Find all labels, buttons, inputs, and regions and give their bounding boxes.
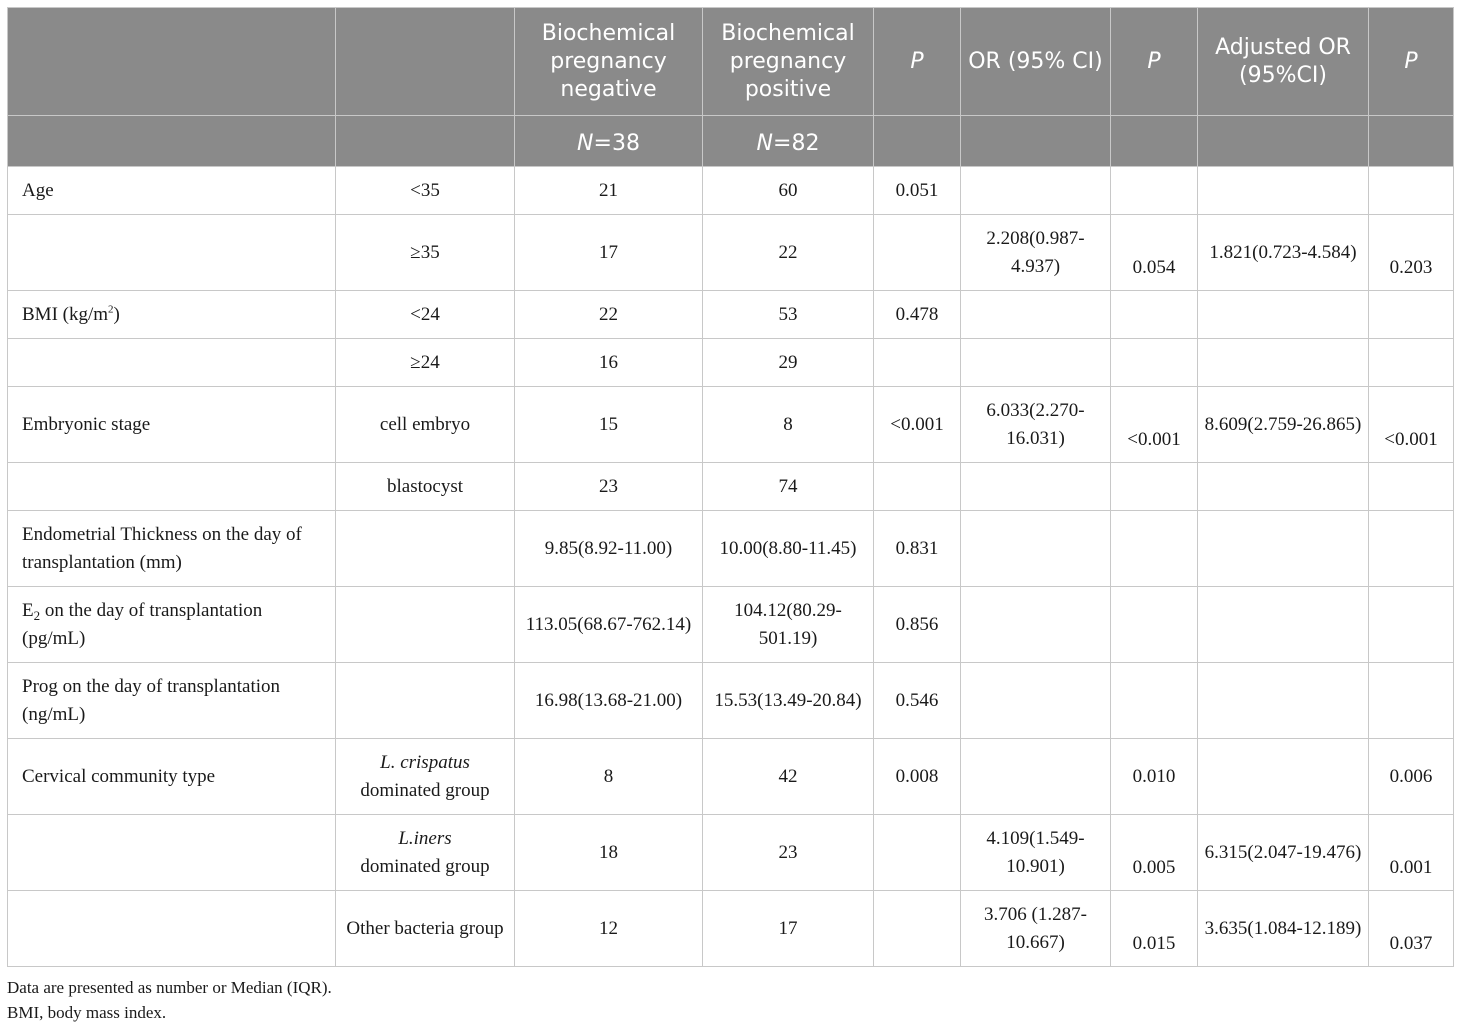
row-label: $E_2$ on the day of transplantation (pg/mL)	[8, 587, 336, 663]
cell-or-p-value	[1111, 663, 1198, 739]
row-category: <35	[336, 167, 515, 215]
cell-adjusted-p-value: <0.001	[1369, 387, 1454, 463]
row-label: Age	[8, 167, 336, 215]
cell-positive: 53	[703, 291, 874, 339]
row-category: Other bacteria group	[336, 891, 515, 967]
row-label	[8, 339, 336, 387]
cell-negative: 23	[515, 463, 703, 511]
cell-adjusted-p-value: 0.037	[1369, 891, 1454, 967]
cell-positive: 29	[703, 339, 874, 387]
table-row	[8, 587, 1454, 663]
cell-adjusted-p-value	[1369, 511, 1454, 587]
row-label	[8, 463, 336, 511]
cell-or-p-value: <0.001	[1111, 387, 1198, 463]
header-stub	[8, 8, 336, 116]
cell-negative: 17	[515, 215, 703, 291]
cell-odds-ratio	[961, 663, 1111, 739]
cell-adjusted-or: 6.315(2.047-19.476)	[1198, 815, 1369, 891]
row-category	[336, 511, 515, 587]
table-row	[8, 463, 1454, 511]
table-row	[8, 663, 1454, 739]
cell-odds-ratio	[961, 511, 1111, 587]
cell-negative: 8	[515, 739, 703, 815]
row-category: L. crispatus dominated group	[336, 739, 515, 815]
table-footnotes	[7, 975, 332, 1025]
cell-adjusted-p-value: 0.001	[1369, 815, 1454, 891]
cell-adjusted-or	[1198, 587, 1369, 663]
cell-p-value	[874, 891, 961, 967]
cell-odds-ratio	[961, 291, 1111, 339]
cell-negative: 113.05(68.67-762.14)	[515, 587, 703, 663]
cell-odds-ratio: 2.208(0.987-4.937)	[961, 215, 1111, 291]
cell-adjusted-or: 1.821(0.723-4.584)	[1198, 215, 1369, 291]
cell-adjusted-or	[1198, 339, 1369, 387]
cell-adjusted-p-value	[1369, 339, 1454, 387]
cell-or-p-value	[1111, 167, 1198, 215]
cell-negative: 16.98(13.68-21.00)	[515, 663, 703, 739]
header-positive: Biochemical pregnancy positive	[703, 8, 874, 116]
cell-p-value: 0.478	[874, 291, 961, 339]
cell-or-p-value: 0.005	[1111, 815, 1198, 891]
cell-positive: 10.00(8.80-11.45)	[703, 511, 874, 587]
cell-negative: 18	[515, 815, 703, 891]
cell-adjusted-p-value	[1369, 167, 1454, 215]
cell-or-p-value	[1111, 463, 1198, 511]
results-table	[7, 7, 1454, 967]
row-label	[8, 215, 336, 291]
cell-odds-ratio	[961, 167, 1111, 215]
cell-negative: 16	[515, 339, 703, 387]
table-header	[8, 8, 1454, 167]
cell-p-value: 0.856	[874, 587, 961, 663]
footnote-data-presentation: Data are presented as number or Median (IQR).	[7, 978, 332, 997]
sample-size-row	[8, 116, 1454, 167]
cell-positive: 15.53(13.49-20.84)	[703, 663, 874, 739]
table-body	[8, 167, 1454, 967]
row-label: Prog on the day of transplantation (ng/mL)	[8, 663, 336, 739]
cell-odds-ratio	[961, 739, 1111, 815]
row-label: Endometrial Thickness on the day of transplantation (mm)	[8, 511, 336, 587]
cell-negative: 12	[515, 891, 703, 967]
header-negative: Biochemical pregnancy negative	[515, 8, 703, 116]
cell-adjusted-p-value	[1369, 463, 1454, 511]
header-category	[336, 8, 515, 116]
row-category: ≥24	[336, 339, 515, 387]
row-category: L.iners dominated group	[336, 815, 515, 891]
cell-negative: 9.85(8.92-11.00)	[515, 511, 703, 587]
row-category: cell embryo	[336, 387, 515, 463]
cell-odds-ratio	[961, 339, 1111, 387]
sample-size-negative: N=38	[515, 116, 703, 167]
cell-or-p-value: 0.015	[1111, 891, 1198, 967]
table-row	[8, 815, 1454, 891]
cell-p-value: 0.546	[874, 663, 961, 739]
table-row	[8, 387, 1454, 463]
row-category: blastocyst	[336, 463, 515, 511]
cell-p-value	[874, 815, 961, 891]
table-row	[8, 339, 1454, 387]
cell-adjusted-or	[1198, 291, 1369, 339]
footnote-abbreviation: BMI, body mass index.	[7, 1003, 167, 1022]
cell-adjusted-or	[1198, 167, 1369, 215]
sample-size-positive: N=82	[703, 116, 874, 167]
row-label: Embryonic stage	[8, 387, 336, 463]
row-label: Cervical community type	[8, 739, 336, 815]
header-odds-ratio: OR (95% CI)	[961, 8, 1111, 116]
row-label	[8, 815, 336, 891]
cell-odds-ratio	[961, 587, 1111, 663]
cell-adjusted-or	[1198, 463, 1369, 511]
cell-adjusted-p-value	[1369, 587, 1454, 663]
cell-adjusted-p-value: 0.203	[1369, 215, 1454, 291]
cell-adjusted-or	[1198, 663, 1369, 739]
header-adjusted-p-value: P	[1369, 8, 1454, 116]
cell-or-p-value	[1111, 587, 1198, 663]
header-or-p-value: P	[1111, 8, 1198, 116]
cell-negative: 15	[515, 387, 703, 463]
cell-p-value: <0.001	[874, 387, 961, 463]
cell-negative: 21	[515, 167, 703, 215]
cell-adjusted-or: 3.635(1.084-12.189)	[1198, 891, 1369, 967]
cell-or-p-value	[1111, 291, 1198, 339]
cell-positive: 42	[703, 739, 874, 815]
cell-adjusted-or	[1198, 511, 1369, 587]
cell-positive: 8	[703, 387, 874, 463]
cell-or-p-value	[1111, 511, 1198, 587]
cell-p-value: 0.051	[874, 167, 961, 215]
cell-positive: 74	[703, 463, 874, 511]
row-category: <24	[336, 291, 515, 339]
cell-positive: 17	[703, 891, 874, 967]
cell-p-value	[874, 463, 961, 511]
cell-odds-ratio: 3.706 (1.287-10.667)	[961, 891, 1111, 967]
cell-positive: 60	[703, 167, 874, 215]
table-row	[8, 739, 1454, 815]
cell-or-p-value: 0.054	[1111, 215, 1198, 291]
row-category	[336, 587, 515, 663]
row-category: ≥35	[336, 215, 515, 291]
cell-p-value: 0.008	[874, 739, 961, 815]
row-category	[336, 663, 515, 739]
header-row	[8, 8, 1454, 116]
table-row	[8, 215, 1454, 291]
cell-adjusted-or: 8.609(2.759-26.865)	[1198, 387, 1369, 463]
cell-odds-ratio: 6.033(2.270-16.031)	[961, 387, 1111, 463]
cell-adjusted-p-value	[1369, 663, 1454, 739]
row-label: BMI $(kg/m^2)$	[8, 291, 336, 339]
cell-odds-ratio	[961, 463, 1111, 511]
cell-adjusted-p-value	[1369, 291, 1454, 339]
cell-positive: 22	[703, 215, 874, 291]
table-row	[8, 291, 1454, 339]
cell-odds-ratio: 4.109(1.549-10.901)	[961, 815, 1111, 891]
cell-or-p-value: 0.010	[1111, 739, 1198, 815]
cell-adjusted-p-value: 0.006	[1369, 739, 1454, 815]
cell-p-value	[874, 339, 961, 387]
cell-positive: 23	[703, 815, 874, 891]
cell-or-p-value	[1111, 339, 1198, 387]
table-row	[8, 167, 1454, 215]
cell-p-value	[874, 215, 961, 291]
cell-positive: 104.12(80.29-501.19)	[703, 587, 874, 663]
header-p-value: P	[874, 8, 961, 116]
row-label	[8, 891, 336, 967]
cell-negative: 22	[515, 291, 703, 339]
table-row	[8, 891, 1454, 967]
table-row	[8, 511, 1454, 587]
cell-p-value: 0.831	[874, 511, 961, 587]
header-adjusted-odds-ratio: Adjusted OR (95%CI)	[1198, 8, 1369, 116]
cell-adjusted-or	[1198, 739, 1369, 815]
